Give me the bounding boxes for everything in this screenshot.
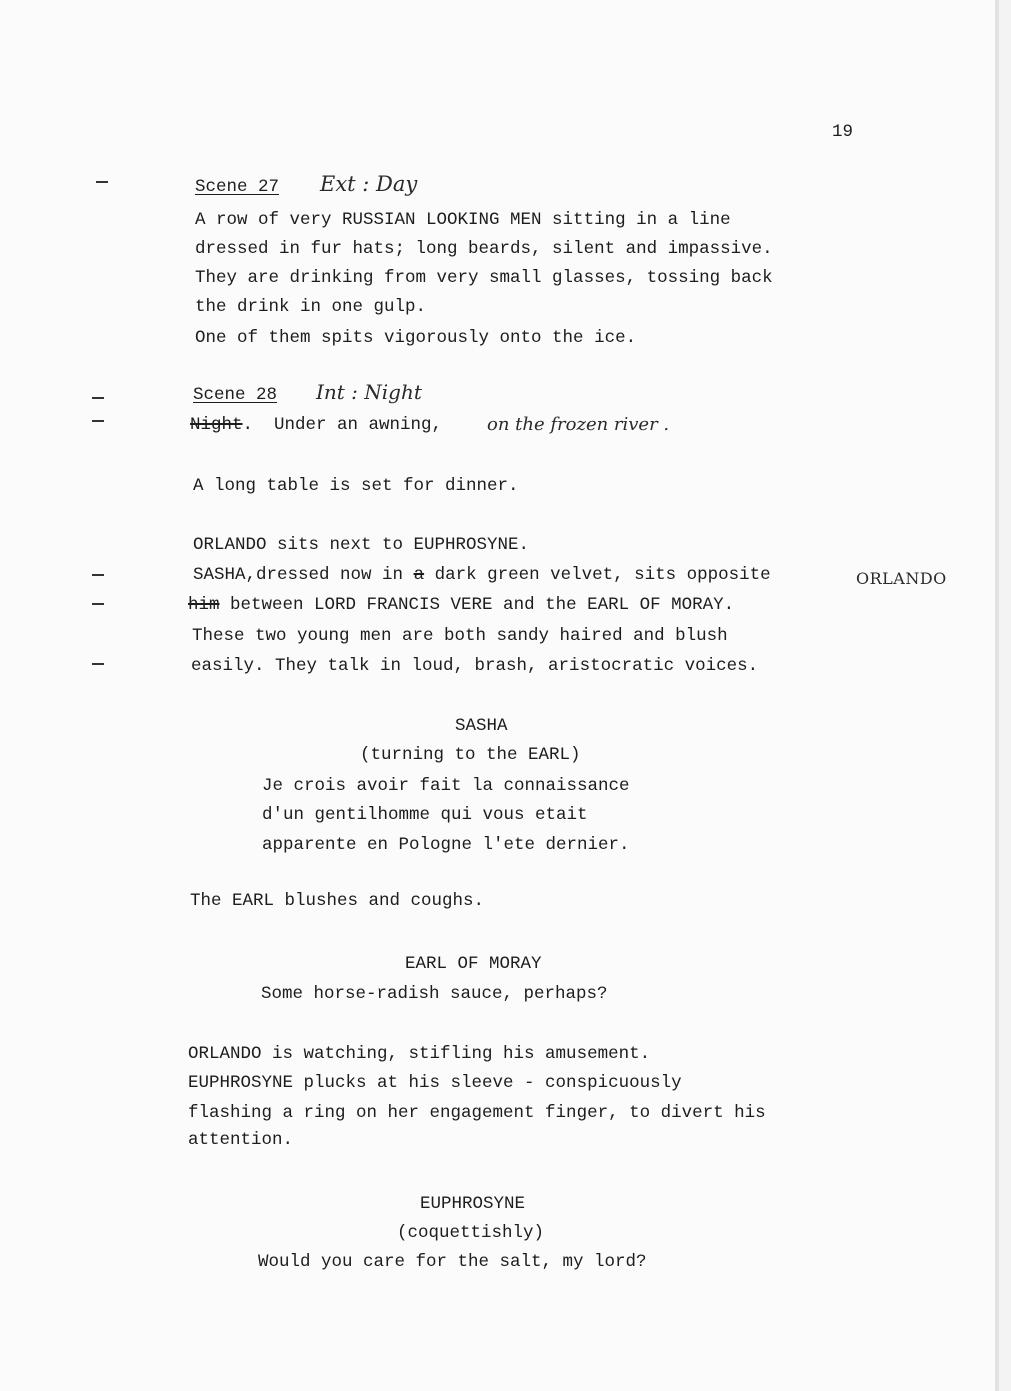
dialogue-line: Some horse-radish sauce, perhaps? [261,984,608,1004]
character-name: SASHA [455,716,508,736]
margin-mark [96,181,108,183]
struck-word: Night [190,415,243,435]
margin-mark [92,603,104,605]
action-line: ORLANDO is watching, stifling his amusement. [188,1044,651,1064]
scene-27-line: They are drinking from very small glasses, tossing back [195,268,773,288]
struck-word: a [413,565,425,585]
handwritten-insert: ORLANDO [856,569,947,588]
scene-28-handwritten-note: Int : Night [316,380,422,404]
scene-27-line: A row of very RUSSIAN LOOKING MEN sitting in a line [195,210,731,230]
margin-mark [92,420,104,422]
action-line [193,565,771,585]
dialogue-line: apparente en Pologne l'ete dernier. [262,835,630,855]
action-line: A long table is set for dinner. [193,476,519,496]
struck-word: him [188,595,220,615]
margin-mark [92,663,104,665]
scene-28-heading: Scene 28 [193,385,278,405]
scene-27-handwritten-note: Ext : Day [320,172,418,196]
action-line [188,595,734,615]
action-line: attention. [188,1130,294,1150]
action-line: flashing a ring on her engagement finger, to divert his [188,1103,766,1123]
margin-mark [92,574,104,576]
action-line: The EARL blushes and coughs. [190,891,485,911]
character-name: EARL OF MORAY [405,954,542,974]
action-line: easily. They talk in loud, brash, aristocratic voices. [191,656,759,676]
line-text: between LORD FRANCIS VERE and the EARL OF MORAY. [219,595,735,615]
line-text: dark green velvet, sits opposite [424,565,771,585]
action-line: ORLANDO sits next to EUPHROSYNE. [193,535,530,555]
scene-27-line: the drink in one gulp. [195,297,427,317]
scene-27-heading: Scene 27 [195,177,280,197]
scene-27-line: dressed in fur hats; long beards, silent and impassive. [195,239,773,259]
parenthetical: (coquettishly) [397,1223,545,1243]
character-name: EUPHROSYNE [420,1194,526,1214]
margin-mark [92,397,104,399]
dialogue-line: Je crois avoir fait la connaissance [262,776,630,796]
dialogue-line: d'un gentilhomme qui vous etait [262,805,588,825]
action-line: EUPHROSYNE plucks at his sleeve - conspicuously [188,1073,682,1093]
page-number: 19 [832,122,854,142]
action-line: These two young men are both sandy haired and blush [192,626,728,646]
dialogue-line: Would you care for the salt, my lord? [258,1252,647,1272]
line-text: SASHA,dressed now in [193,565,404,585]
scene-27-line: One of them spits vigorously onto the ice. [195,328,637,348]
parenthetical: (turning to the EARL) [360,745,581,765]
handwritten-insert: on the frozen river . [487,414,670,435]
scene-28-line-1 [190,415,442,435]
line-text: . Under an awning, [242,415,443,435]
